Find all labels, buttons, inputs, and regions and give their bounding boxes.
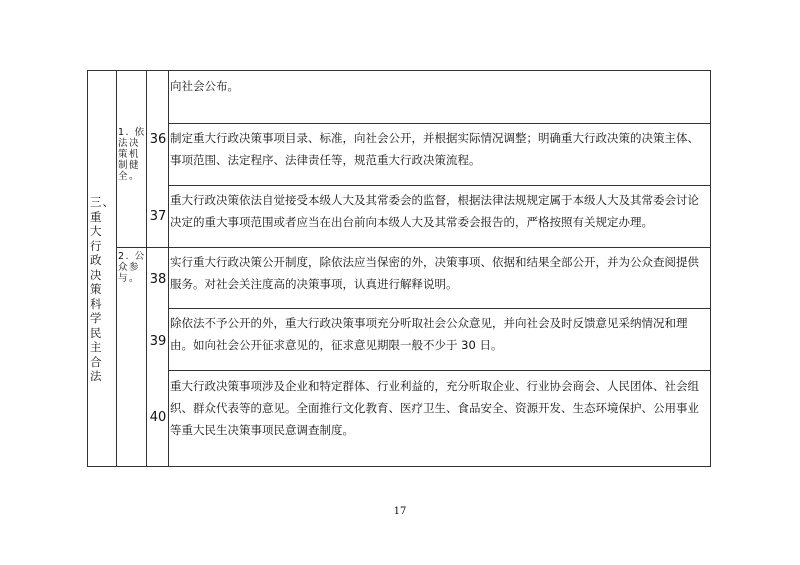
row-number: 36 xyxy=(149,132,167,147)
row-divider-2 xyxy=(168,185,711,186)
row-number: 40 xyxy=(149,410,167,425)
row-number: 39 xyxy=(149,334,167,349)
row-text: 实行重大行政决策公开制度，除依法应当保密的外，决策事项、依据和结果全部公开，并为公众查阅提供服务。对社会关注度高的决策事项，认真进行解释说明。 xyxy=(170,255,699,291)
row-text: 重大行政决策事项涉及企业和特定群体、行业利益的，充分听取企业、行业协会商会、人民团体、社会组织、群众代表等的意见。全面推行文化教育、医疗卫生、食品安全、资源开发、生态环境保护、公用事业等重大民生决策事项民意调查制度。 xyxy=(170,379,699,437)
row-text: 除依法不予公开的外，重大行政决策事项充分听取社会公众意见，并向社会及时反馈意见采纳情况和理由。如向社会公开征求意见的，征求意见期限一般不少于 30 日。 xyxy=(170,316,688,352)
row-number: 37 xyxy=(149,209,167,224)
page-number: 17 xyxy=(393,506,407,517)
row-divider-4 xyxy=(168,308,711,309)
row-text: 重大行政决策依法自觉接受本级人大及其常委会的监督，根据法律法规规定属于本级人大及其常委会讨论决定的重大事项范围或者应当在出台前向本级人大及其常委会报告的，严格按照有关规定办理。 xyxy=(170,193,699,229)
category-label: 三、重大行政决策科学民主合法 xyxy=(90,195,115,383)
col-divider-3 xyxy=(168,71,169,466)
row-divider-5 xyxy=(168,370,711,371)
row-number: 38 xyxy=(149,272,167,287)
subcategory-2: 2. 公众参与。 xyxy=(118,251,146,284)
col-divider-2 xyxy=(146,71,147,466)
row-text: 制定重大行政决策事项目录、标准，向社会公开，并根据实际情况调整；明确重大行政决策的决策主体、事项范围、法定程序、法律责任等，规范重大行政决策流程。 xyxy=(170,131,699,167)
row-divider-1 xyxy=(168,123,711,124)
row-text: 向社会公布。 xyxy=(170,79,239,93)
col-divider-1 xyxy=(116,71,117,466)
policy-table xyxy=(87,70,711,467)
subcategory-1: 1. 依法决策机制健全。 xyxy=(118,127,146,182)
row-divider-3 xyxy=(116,247,711,248)
